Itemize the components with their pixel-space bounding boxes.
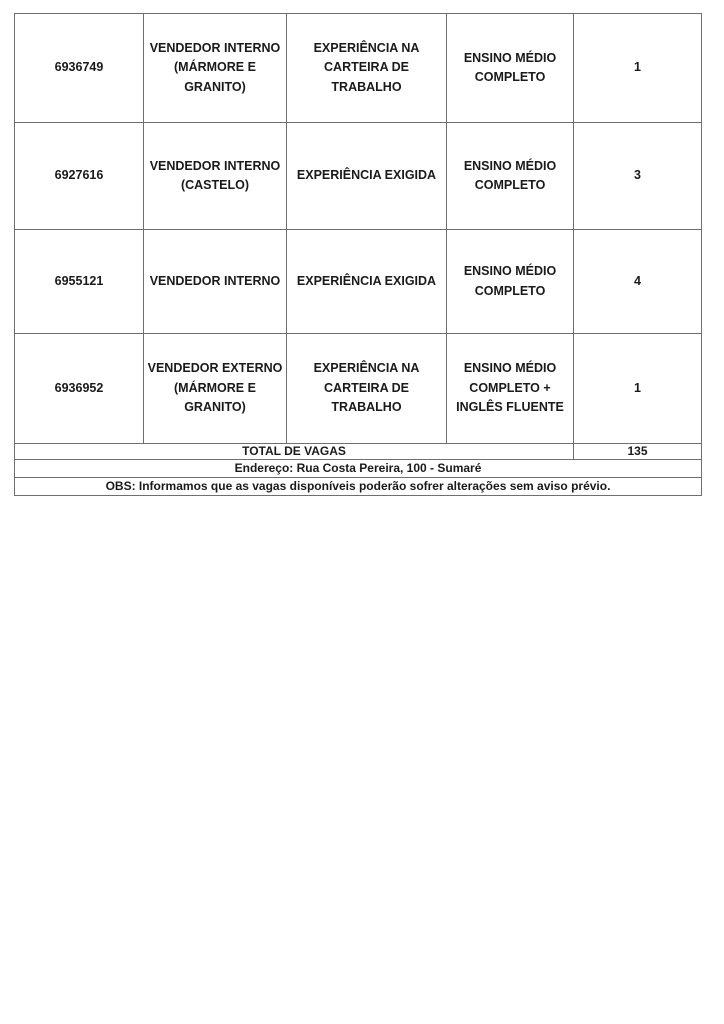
cell-vacancy-count: 1 [574,14,702,123]
cell-position: VENDEDOR INTERNO (CASTELO) [144,123,287,230]
cell-experience: EXPERIÊNCIA NA CARTEIRA DE TRABALHO [287,14,447,123]
cell-education: ENSINO MÉDIO COMPLETO [447,123,574,230]
cell-education: ENSINO MÉDIO COMPLETO [447,230,574,334]
cell-vacancy-count: 1 [574,334,702,444]
cell-vacancy-id: 6927616 [15,123,144,230]
cell-experience: EXPERIÊNCIA EXIGIDA [287,123,447,230]
total-value-cell: 135 [574,444,702,460]
cell-vacancy-id: 6936952 [15,334,144,444]
address-row [15,460,702,478]
address-cell: Endereço: Rua Costa Pereira, 100 - Sumaré [15,460,702,478]
vacancy-table [14,13,702,496]
cell-position: VENDEDOR INTERNO [144,230,287,334]
obs-cell: OBS: Informamos que as vagas disponíveis poderão sofrer alterações sem aviso prévio. [15,478,702,496]
table-row [15,123,702,230]
table-row [15,230,702,334]
cell-vacancy-id: 6936749 [15,14,144,123]
cell-experience: EXPERIÊNCIA NA CARTEIRA DE TRABALHO [287,334,447,444]
table-row [15,14,702,123]
table-row [15,334,702,444]
cell-position: VENDEDOR EXTERNO (MÁRMORE E GRANITO) [144,334,287,444]
total-row [15,444,702,460]
cell-vacancy-count: 4 [574,230,702,334]
cell-education: ENSINO MÉDIO COMPLETO + INGLÊS FLUENTE [447,334,574,444]
cell-education: ENSINO MÉDIO COMPLETO [447,14,574,123]
obs-row [15,478,702,496]
cell-experience: EXPERIÊNCIA EXIGIDA [287,230,447,334]
total-label-cell: TOTAL DE VAGAS [15,444,574,460]
cell-vacancy-count: 3 [574,123,702,230]
cell-vacancy-id: 6955121 [15,230,144,334]
cell-position: VENDEDOR INTERNO (MÁRMORE E GRANITO) [144,14,287,123]
